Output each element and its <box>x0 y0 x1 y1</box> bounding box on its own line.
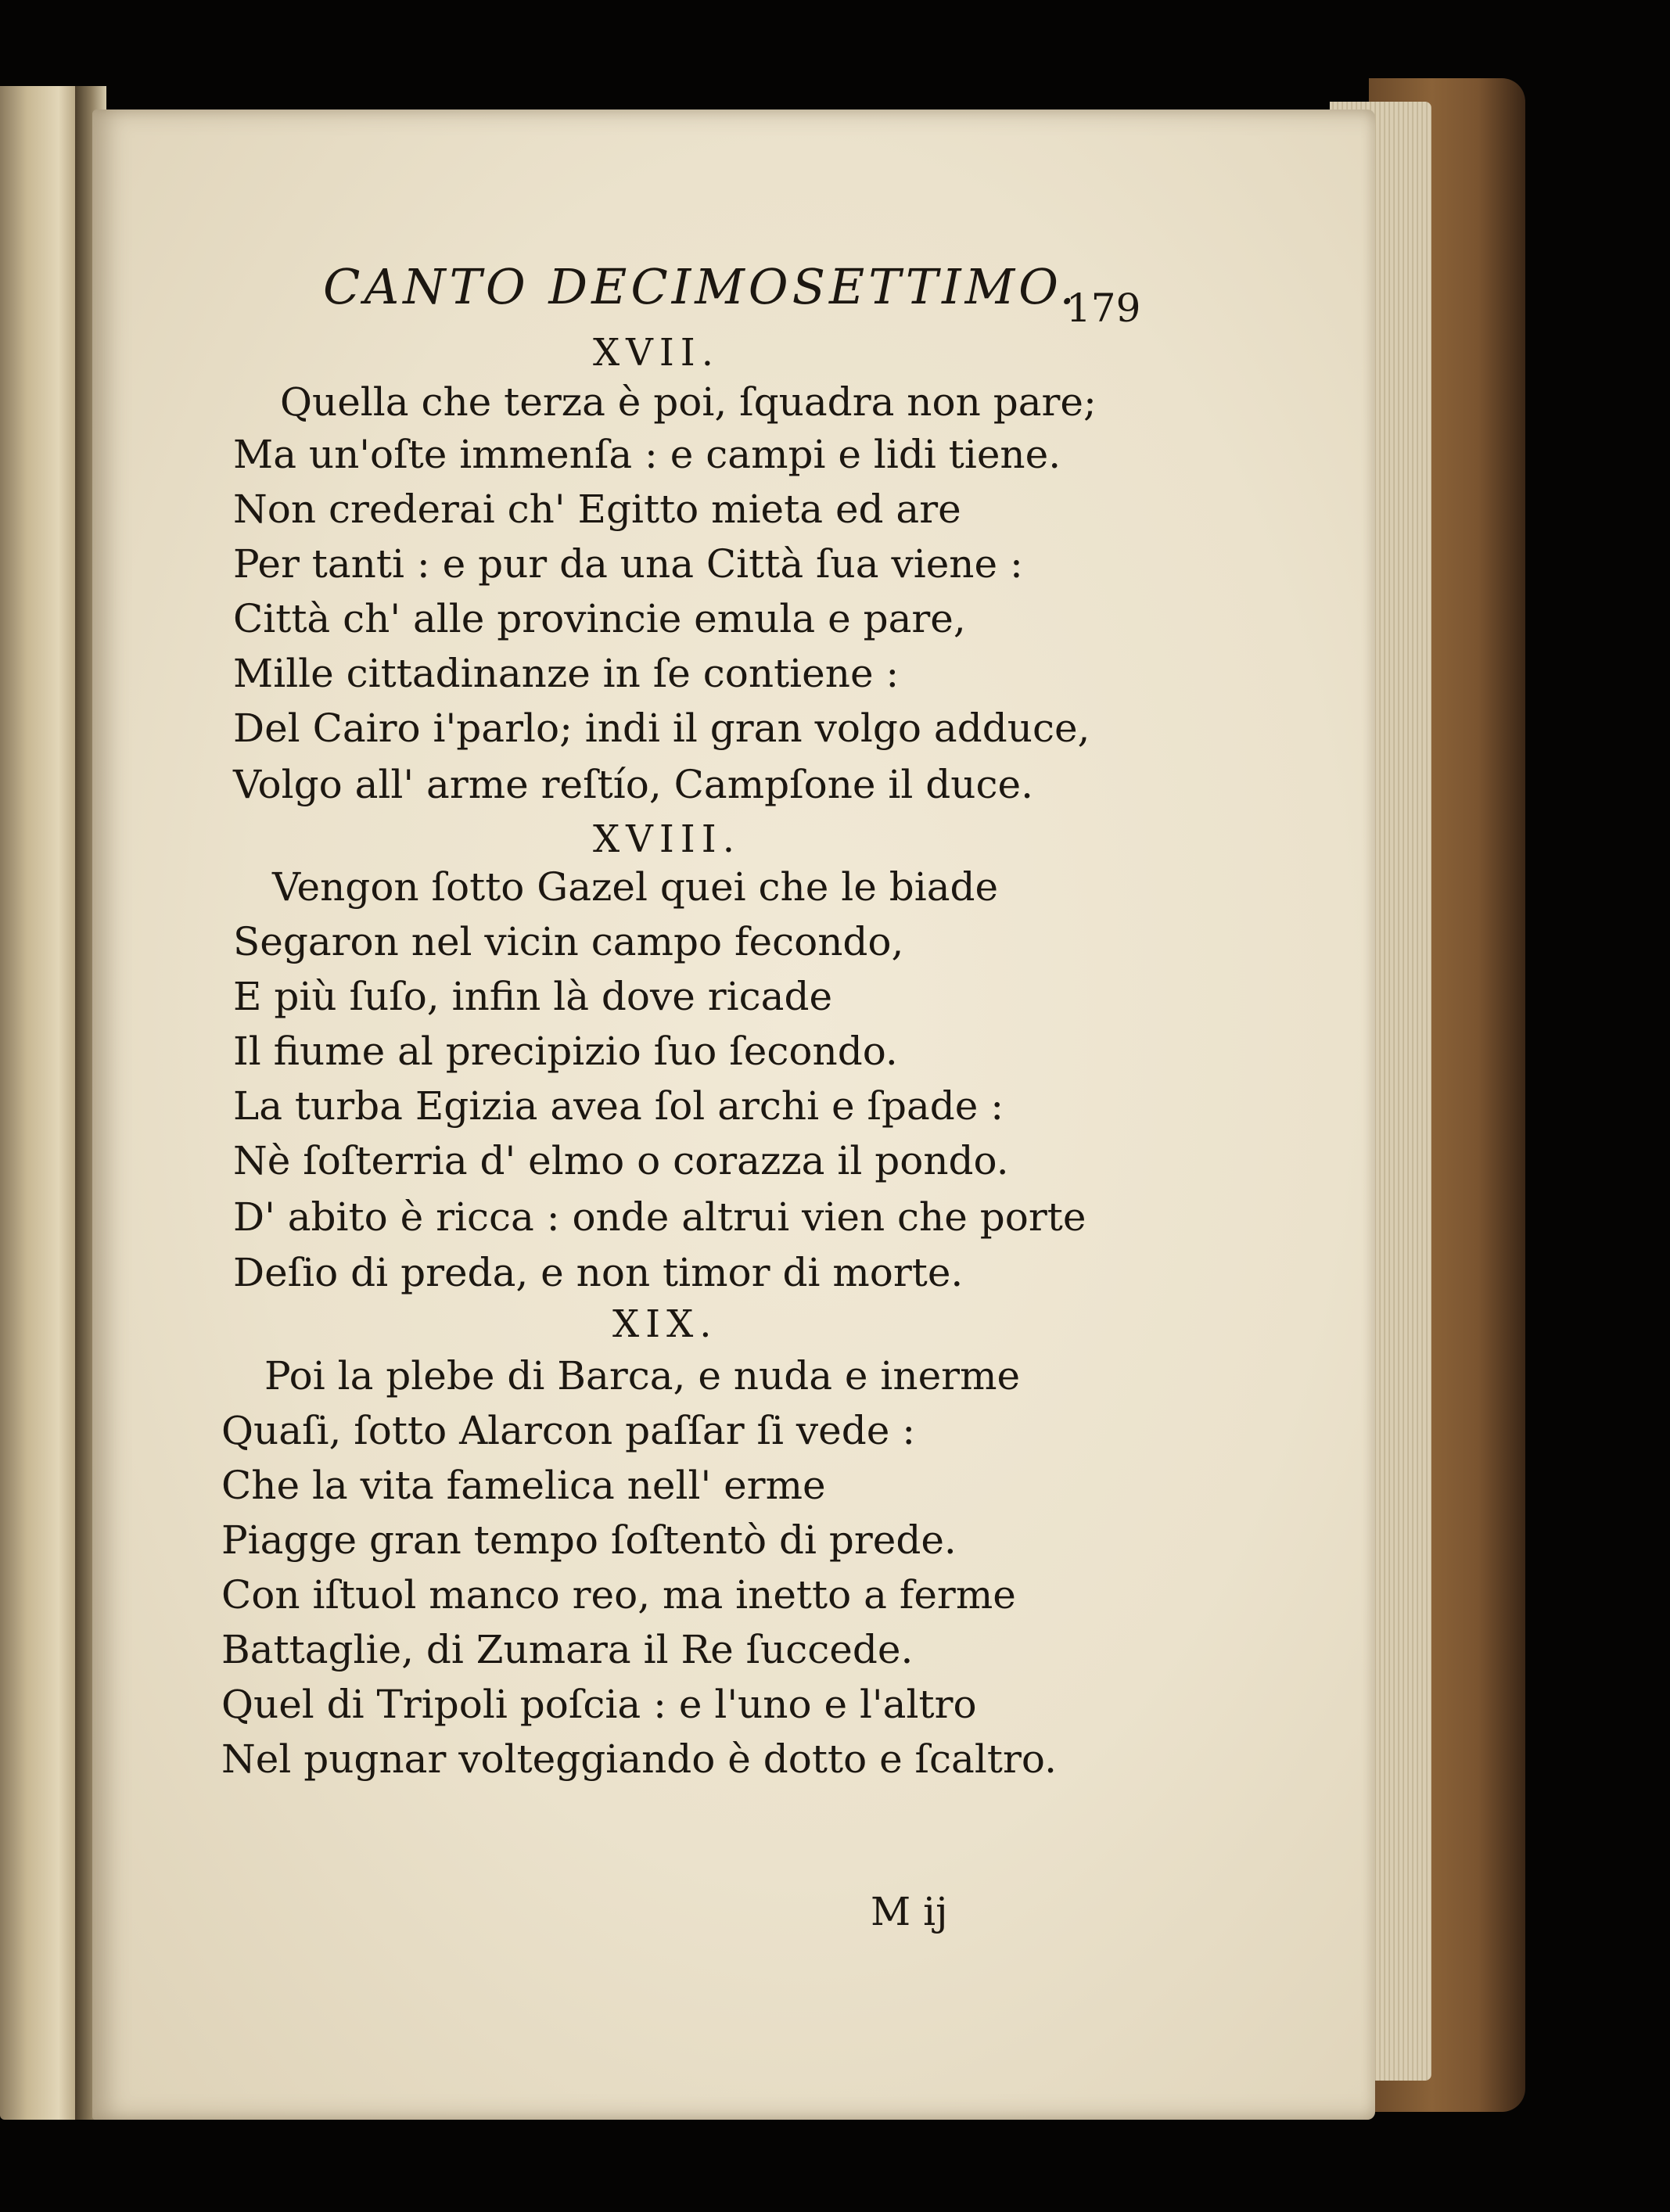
verse-line: Ma un'oſte immenſa : e campi e lidi tiene. <box>233 432 1061 477</box>
verse-line: D' abito è ricca : onde altrui vien che porte <box>233 1194 1086 1240</box>
verse-line: Battaglie, di Zumara il Re ſuccede. <box>221 1627 914 1672</box>
verse-line: Del Cairo i'parlo; indi il gran volgo adduce, <box>233 706 1090 751</box>
verse-line: Il fiume al precipizio ſuo ſecondo. <box>233 1029 898 1074</box>
verse-line: E più ſuſo, infin là dove ricade <box>233 974 833 1019</box>
verse-line: Mille cittadinanze in ſe contiene : <box>233 651 900 696</box>
facing-page-edge <box>0 86 78 2120</box>
stanza-number: XVIII. <box>593 817 741 861</box>
verse-line: Volgo all' arme reſtío, Campſone il duce. <box>233 762 1033 807</box>
book-page <box>92 110 1375 2120</box>
verse-line: Con iſtuol manco reo, ma inetto a ferme <box>221 1572 1016 1618</box>
verse-line: Che la vita famelica nell' erme <box>221 1463 826 1508</box>
verse-line: Piagge gran tempo ſoſtentò di prede. <box>221 1517 957 1563</box>
verse-line: Poi la plebe di Barca, e nuda e inerme <box>264 1353 1021 1399</box>
stanza-number: XIX. <box>612 1302 718 1346</box>
page-text <box>92 110 1375 2120</box>
page-number: 179 <box>1066 285 1141 331</box>
verse-line: La turba Egizia avea ſol archi e ſpade : <box>233 1083 1004 1129</box>
verse-line: Città ch' alle provincie emula e pare, <box>233 596 966 641</box>
verse-line: Nel pugnar volteggiando è dotto e ſcaltro. <box>221 1736 1057 1782</box>
verse-line: Vengon ſotto Gazel quei che le biade <box>272 864 999 910</box>
verse-line: Segaron nel vicin campo fecondo, <box>233 919 904 964</box>
verse-line: Non crederai ch' Egitto mieta ed are <box>233 487 961 532</box>
verse-line: Quaſi, ſotto Alarcon paſſar ſi vede : <box>221 1408 916 1453</box>
signature-mark: M ij <box>871 1889 948 1934</box>
verse-line: Deſio di preda, e non timor di morte. <box>233 1250 964 1295</box>
verse-line: Per tanti : e pur da una Città ſua viene : <box>233 541 1023 587</box>
verse-line: Quel di Tripoli poſcia : e l'uno e l'altro <box>221 1682 977 1727</box>
running-title: CANTO DECIMOSETTIMO. <box>323 258 1079 315</box>
stanza-number: XVII. <box>593 331 720 375</box>
verse-line: Quella che terza è poi, ſquadra non pare; <box>280 379 1097 425</box>
verse-line: Nè ſoſterria d' elmo o corazza il pondo. <box>233 1138 1009 1183</box>
